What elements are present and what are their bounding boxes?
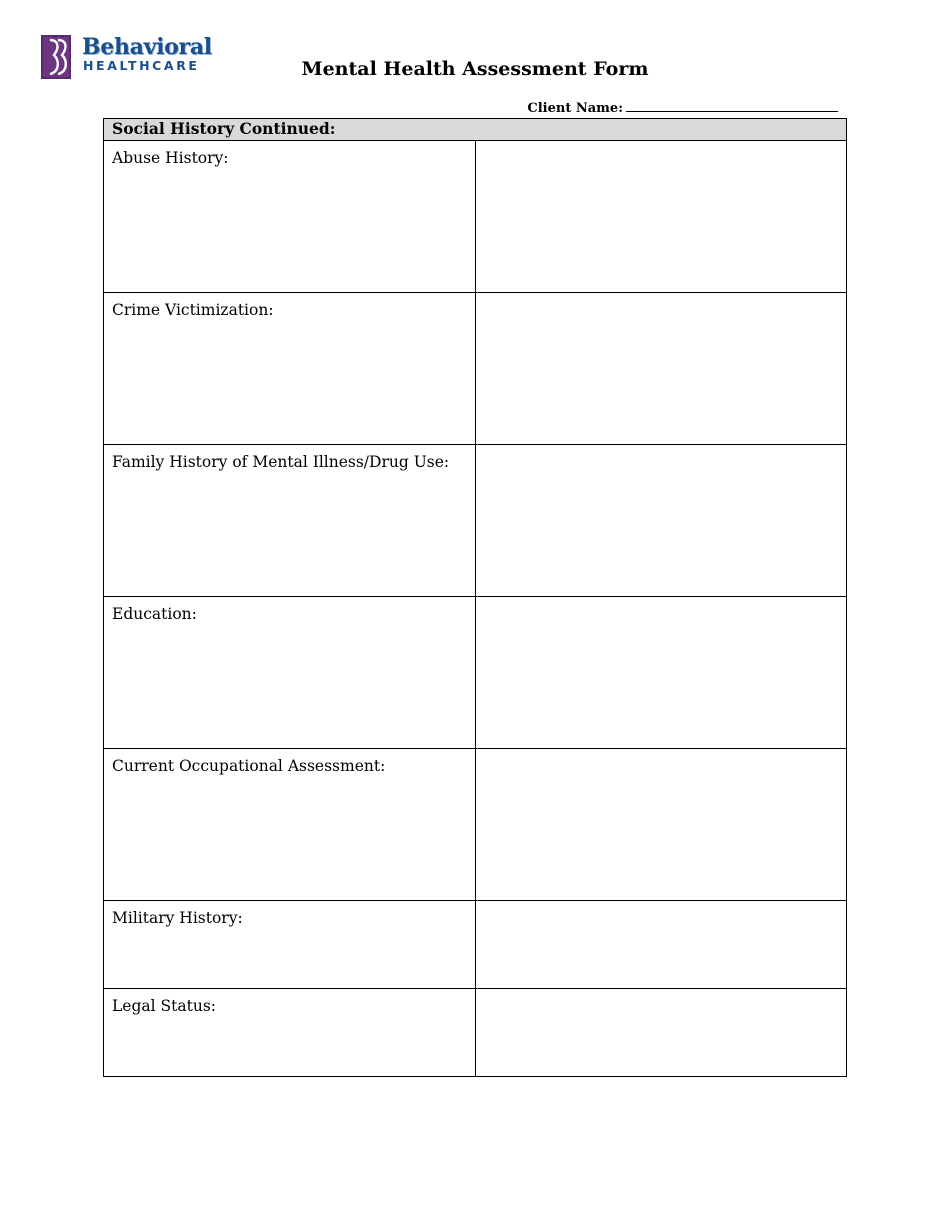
- row-label-crime-victimization: Crime Victimization:: [104, 293, 476, 445]
- row-label-military-history: Military History:: [104, 901, 476, 989]
- logo-subtitle: HEALTHCARE: [83, 58, 200, 73]
- client-name-label: Client Name:: [527, 101, 623, 116]
- education-field[interactable]: [475, 597, 847, 749]
- crime-victimization-field[interactable]: [475, 293, 847, 445]
- client-name-field[interactable]: [626, 99, 838, 112]
- family-history-field[interactable]: [475, 445, 847, 597]
- table-row: [104, 293, 847, 445]
- row-label-current-occupational-assessment: Current Occupational Assessment:: [104, 749, 476, 901]
- table-row: [104, 597, 847, 749]
- social-history-table: [103, 118, 847, 1077]
- form-title: Mental Health Assessment Form: [301, 58, 649, 80]
- row-label-education: Education:: [104, 597, 476, 749]
- table-row: [104, 901, 847, 989]
- military-history-field[interactable]: [475, 901, 847, 989]
- table-row: [104, 989, 847, 1077]
- row-label-family-history: Family History of Mental Illness/Drug Use:: [104, 445, 476, 597]
- current-occupational-assessment-field[interactable]: [475, 749, 847, 901]
- table-row: [104, 749, 847, 901]
- abuse-history-field[interactable]: [475, 141, 847, 293]
- legal-status-field[interactable]: [475, 989, 847, 1077]
- row-label-legal-status: Legal Status:: [104, 989, 476, 1077]
- client-name-line: [527, 99, 838, 118]
- table-row: [104, 445, 847, 597]
- section-header: Social History Continued:: [104, 119, 847, 141]
- logo-word: Behavioral: [82, 34, 212, 60]
- row-label-abuse-history: Abuse History:: [104, 141, 476, 293]
- table-row: [104, 141, 847, 293]
